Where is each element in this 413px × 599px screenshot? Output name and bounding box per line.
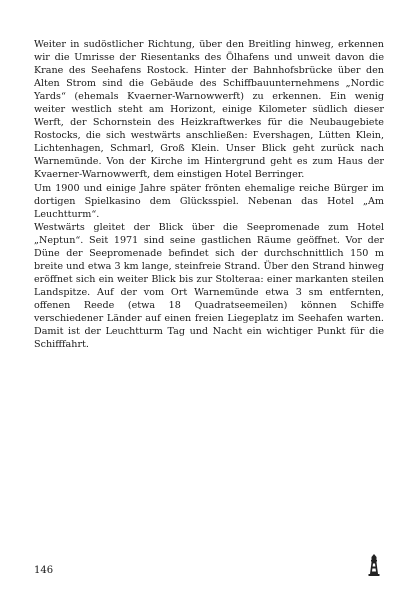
lighthouse-icon bbox=[367, 553, 381, 577]
body-text bbox=[34, 38, 384, 351]
page-number: 146 bbox=[34, 565, 54, 576]
paragraph-1: Weiter in sudöstlicher Richtung, über den Breitling hinweg, erkennen wir die Umrisse der Riesentanks des Ölhafens und unweit davon die Krane des Seehafens Rostock. Hinter der Bahnhofsbrücke über den Alten Strom sind die Gebäude des Schiffbauunternehmens „Nordic Yards“ (ehemals Kvaerner-Warnowwerft) zu erkennen. Ein wenig weiter westlich steht am Horizont, einige Kilometer südlich dieser Werft, der Schornstein des Heizkraftwerkes für die Neubaugebiete Rostocks, die sich westwärts anschließen: Evershagen, Lütten Klein, Lichtenhagen, Schmarl, Groß Klein. Unser Blick geht zurück nach Warnemünde. Von der Kirche im Hintergrund geht es zum Haus der Kvaerner-Warnowwerft, dem einstigen Hotel Berringer. bbox=[34, 39, 384, 181]
paragraph-3: Westwärts gleitet der Blick über die Seepromenade zum Hotel „Neptun“. Seit 1971 sind seine gastlichen Räume geöffnet. Vor der Düne der Seepromenade befindet sich der durchschnittlich 150 m breite und etwa 3 km lange, steinfreie Strand. Über den Strand hinweg eröffnet sich ein weiter Blick bis zur Stolteraa: einer markanten steilen Landspitze. Auf der vom Ort Warnemünde etwa 3 sm entfernten, offenen Reede (etwa 18 Quadratseemeilen) können Schiffe verschiedener Länder auf einen freien Liegeplatz im Seehafen warten. Damit ist der Leuchtturm Tag und Nacht ein wichtiger Punkt für die Schifffahrt. bbox=[34, 221, 384, 351]
paragraph-2: Um 1900 und einige Jahre später frönten ehemalige reiche Bürger im dortigen Spielkasino dem Glücksspiel. Nebenan das Hotel „Am Leuchtturm“. bbox=[34, 182, 384, 220]
